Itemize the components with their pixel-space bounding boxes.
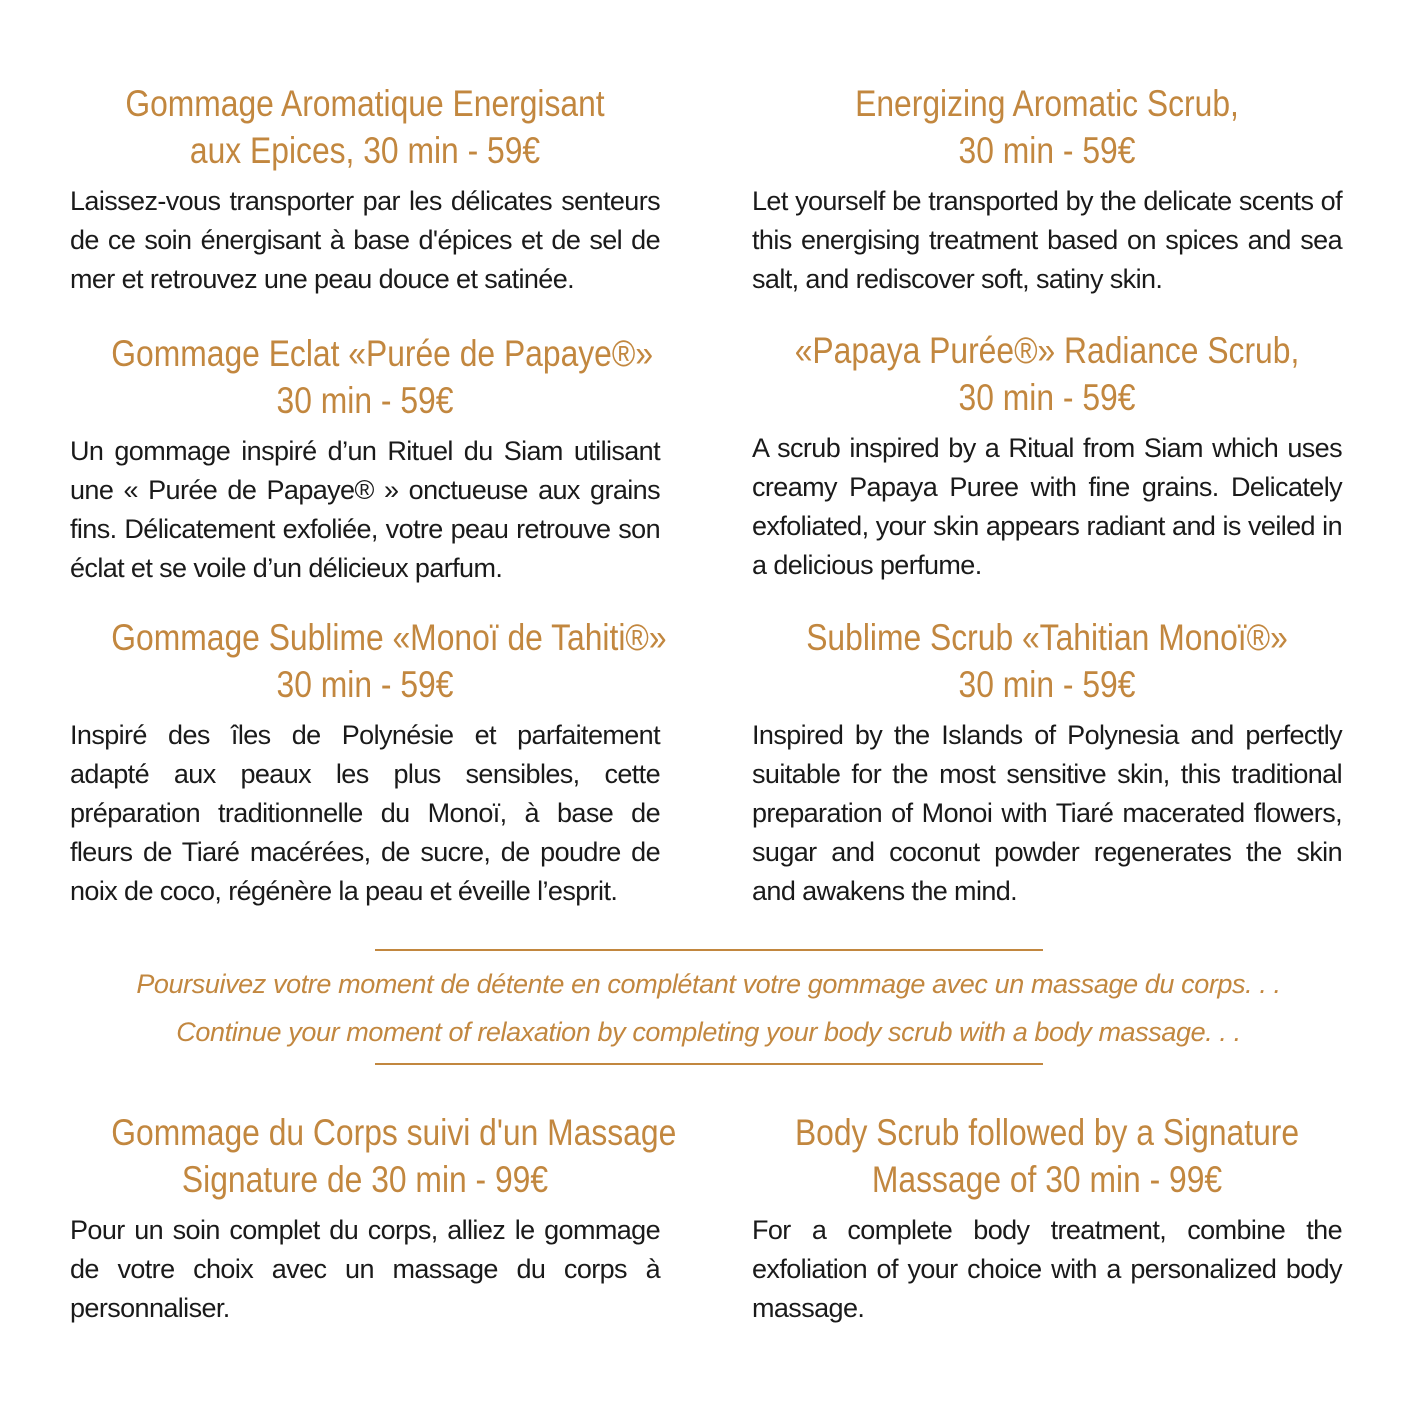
treatment-title: Sublime Scrub «Tahitian Monoï®» 30 min - 59€ xyxy=(806,617,1288,705)
divider-top xyxy=(375,949,1043,951)
treatment-title: Gommage Eclat «Purée de Papaye®» 30 min - 59€ xyxy=(111,333,654,421)
treatment-title: Gommage Sublime «Monoï de Tahiti®» 30 min - 59€ xyxy=(111,617,667,705)
treatment-description: Let yourself be transported by the delicate scents of this energising treatment based on spices and sea salt, and rediscover soft, satiny skin. xyxy=(752,186,1342,294)
treatment-title: Gommage Aromatique Energisant aux Epices, 30 min - 59€ xyxy=(125,83,605,171)
treatment-monoi-scrub-fr xyxy=(70,614,667,911)
divider-bottom xyxy=(375,1063,1043,1065)
treatment-description: Inspired by the Islands of Polynesia and perfectly suitable for the most sensitive skin, this traditional preparation of Monoi with Tiaré macerated flowers, sugar and coconut powder regenerates the skin and awakens the mind. xyxy=(752,720,1342,906)
treatment-scrub-massage-fr xyxy=(70,1109,677,1328)
treatment-scrub-massage-en xyxy=(752,1109,1342,1328)
treatment-description: Un gommage inspiré d’un Rituel du Siam utilisant une « Purée de Papaye® » onctueuse aux grains fins. Délicatement exfoliée, votre peau retrouve son éclat et se voile d’un délicieux parfum. xyxy=(70,436,660,583)
treatment-aromatic-scrub-en xyxy=(752,80,1342,299)
treatment-description: Laissez-vous transporter par les délicates senteurs de ce soin énergisant à base d'épices et de sel de mer et retrouvez une peau douce et satinée. xyxy=(70,186,660,294)
treatment-title: Gommage du Corps suivi d'un Massage Signature de 30 min - 99€ xyxy=(111,1112,677,1200)
treatment-description: A scrub inspired by a Ritual from Siam which uses creamy Papaya Puree with fine grains. Delicately exfoliated, your skin appears radiant and is veiled in a delicious perfume. xyxy=(752,433,1342,580)
treatment-description: Inspiré des îles de Polynésie et parfaitement adapté aux peaux les plus sensibles, cette préparation traditionnelle du Monoï, à base de fleurs de Tiaré macérées, de sucre, de poudre de noix de coco, régénère la peau et éveille l’esprit. xyxy=(70,720,660,906)
treatment-aromatic-scrub-fr xyxy=(70,80,660,299)
promo-text-fr: Poursuivez votre moment de détente en complétant votre gommage avec un massage du corps. . . xyxy=(136,969,1281,999)
treatment-title: «Papaya Purée®» Radiance Scrub, 30 min - 59€ xyxy=(794,330,1300,418)
treatment-title: Body Scrub followed by a Signature Massage of 30 min - 99€ xyxy=(794,1112,1300,1200)
treatment-description: For a complete body treatment, combine the exfoliation of your choice with a personalized body massage. xyxy=(752,1215,1342,1323)
treatment-monoi-scrub-en xyxy=(752,614,1342,911)
promo-text-en: Continue your moment of relaxation by completing your body scrub with a body massage. . . xyxy=(176,1017,1241,1047)
treatment-title: Energizing Aromatic Scrub, 30 min - 59€ xyxy=(855,83,1239,171)
treatment-papaya-scrub-fr xyxy=(70,330,660,588)
treatment-papaya-scrub-en xyxy=(752,327,1342,585)
treatment-description: Pour un soin complet du corps, alliez le gommage de votre choix avec un massage du corps à personnaliser. xyxy=(70,1215,660,1323)
